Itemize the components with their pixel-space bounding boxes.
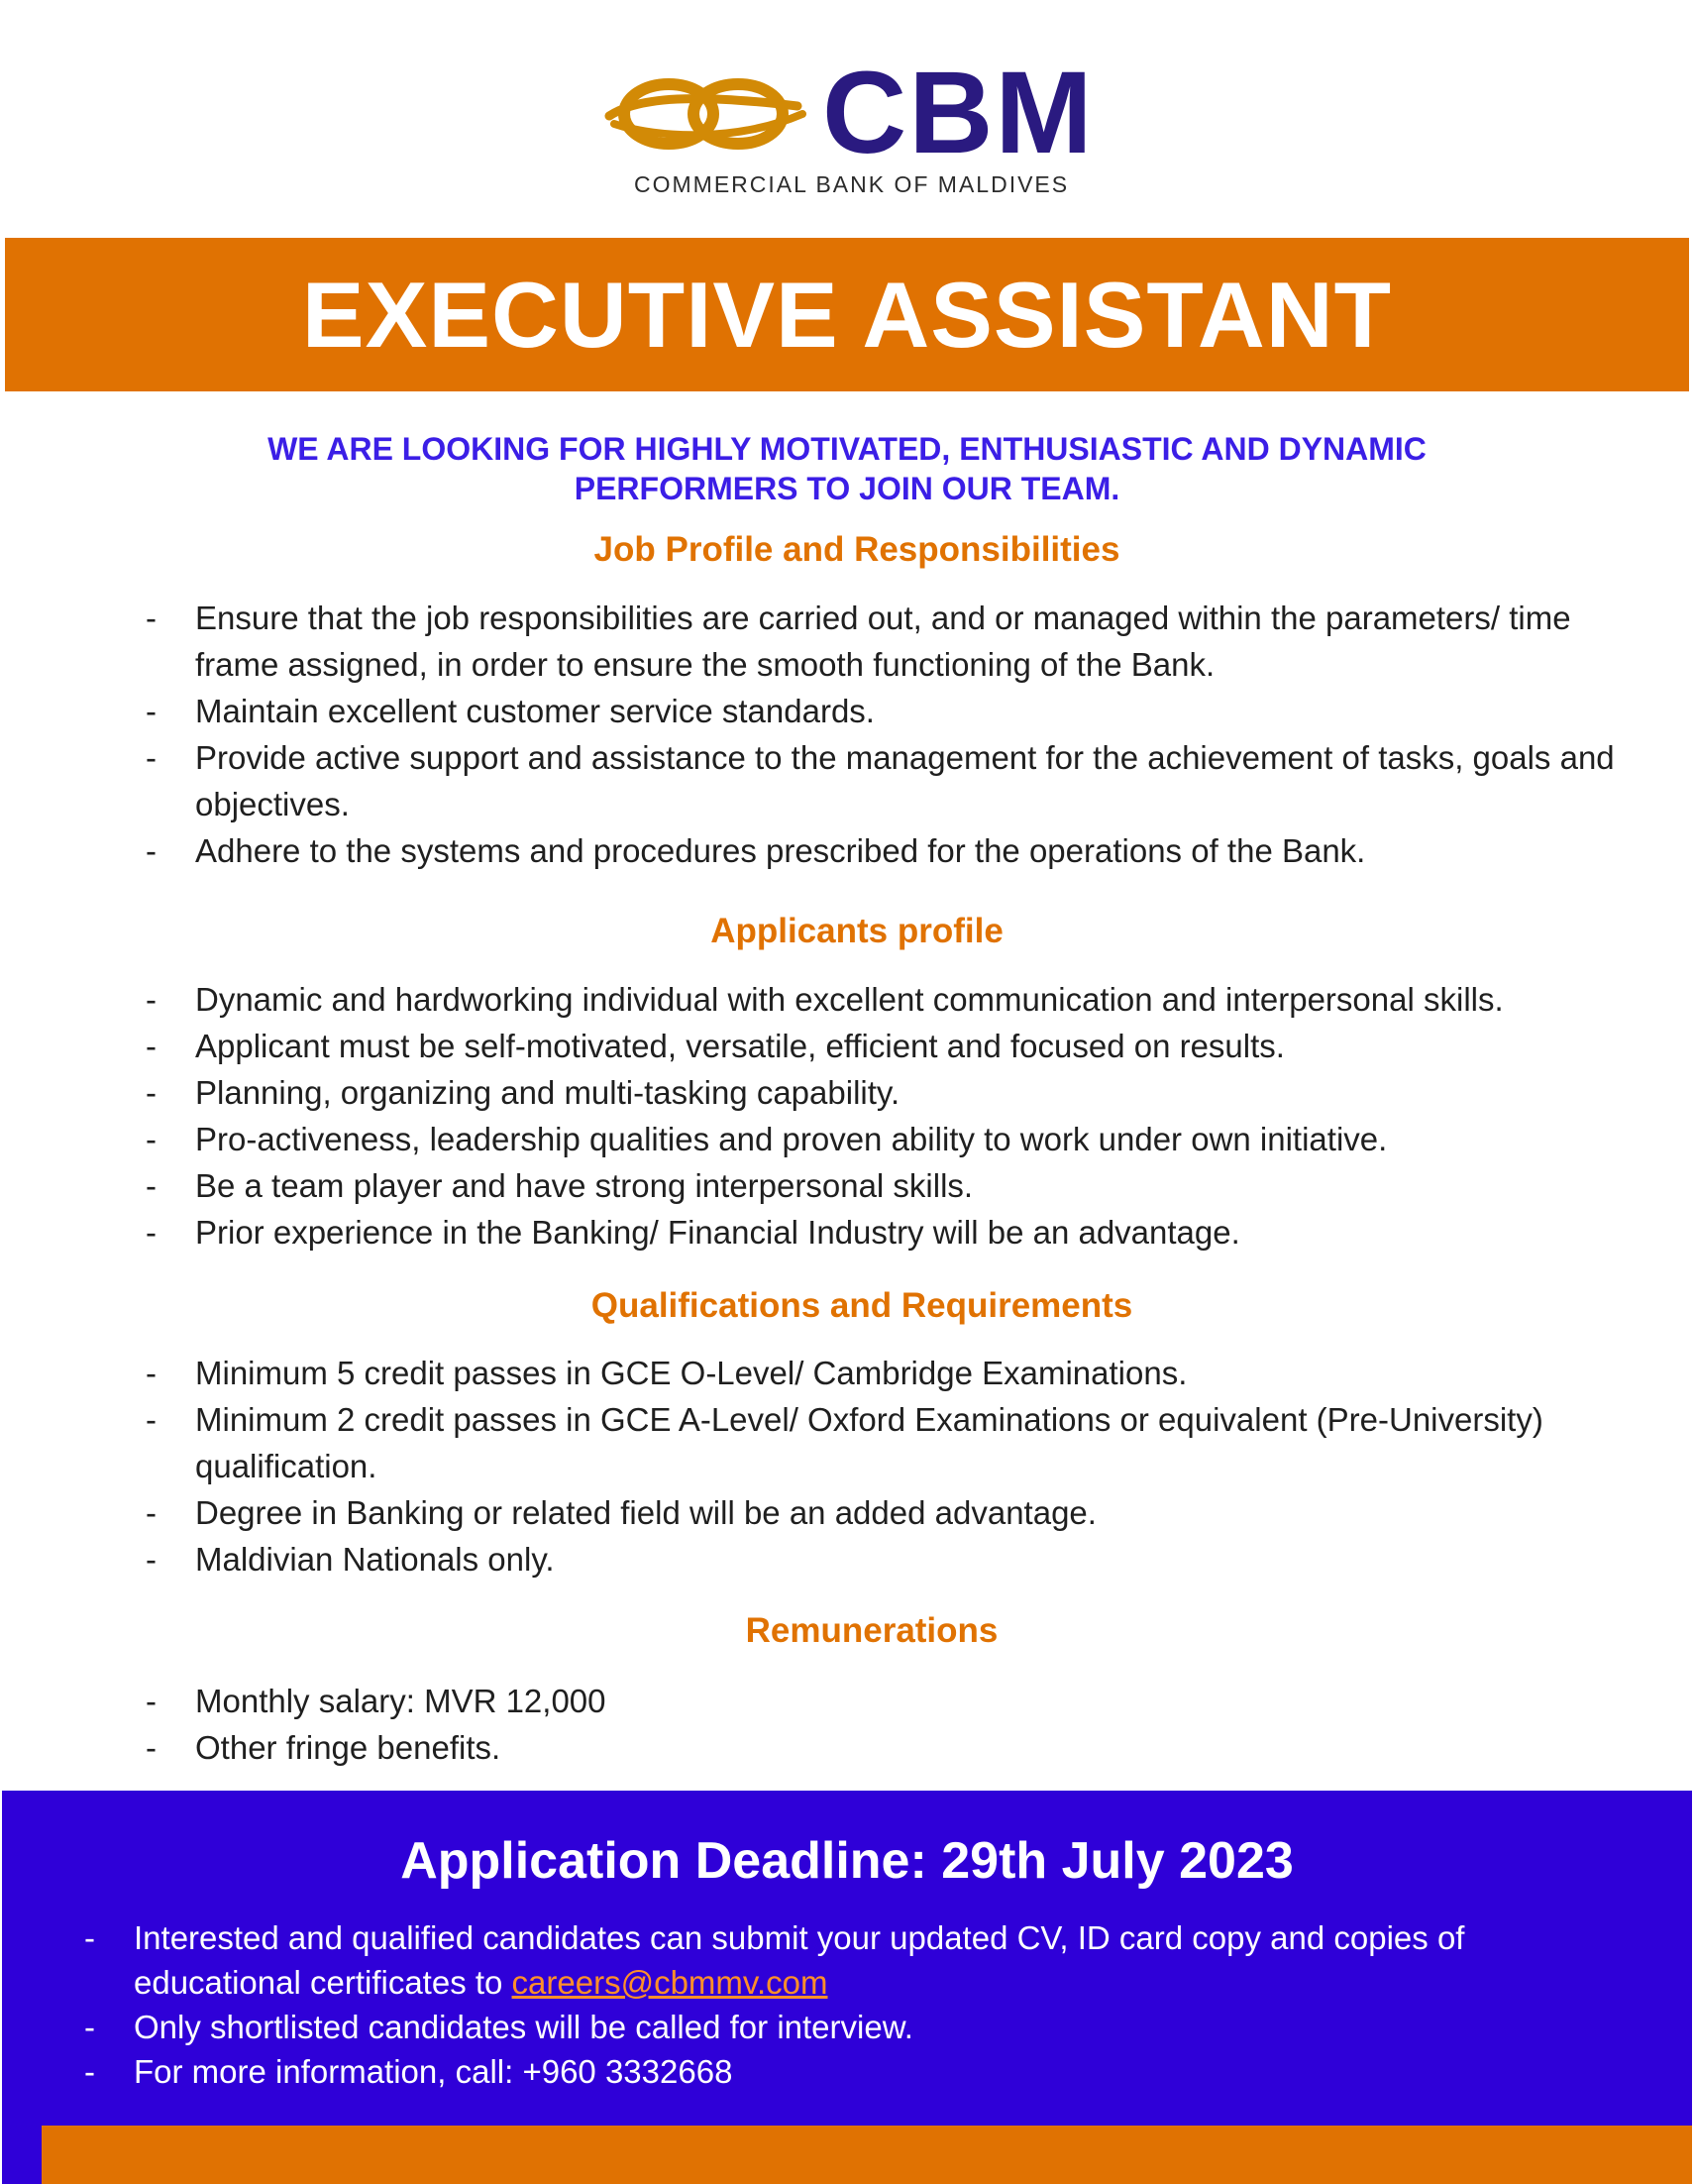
list-item [84,1915,1630,2005]
list-item: - Pro-activeness, leadership qualities and proven ability to work under own initiative. [146,1116,1632,1162]
list-item: - Maintain excellent customer service standards. [146,688,1632,734]
list-item: - For more information, call: +960 3332668 [84,2049,1630,2094]
list-item: - Adhere to the systems and procedures prescribed for the operations of the Bank. [146,827,1632,874]
logo-subtitle: COMMERCIAL BANK OF MALDIVES [634,171,1070,197]
applicants-list [146,976,1632,1256]
remunerations-list [146,1678,1632,1771]
submission-text: Interested and qualified candidates can submit your updated CV, ID card copy and copies of educational certificates to [134,1919,1465,2001]
application-footer [2,1791,1692,2184]
list-item: - Degree in Banking or related field will be an added advantage. [146,1489,1632,1536]
list-item: - Minimum 5 credit passes in GCE O-Level/ Cambridge Examinations. [146,1350,1632,1396]
tagline-line-1: WE ARE LOOKING FOR HIGHLY MOTIVATED, ENTHUSIASTIC AND DYNAMIC [267,431,1427,467]
section-heading-remunerations: Remunerations [745,1611,999,1650]
list-item: - Provide active support and assistance to the management for the achievement of tasks, goals and objectives. [146,734,1632,827]
logo-wordmark: CBM [822,48,1095,178]
job-title: EXECUTIVE ASSISTANT [301,262,1393,367]
list-item: - Be a team player and have strong interpersonal skills. [146,1162,1632,1209]
job-profile-list [146,595,1632,874]
list-item: - Only shortlisted candidates will be called for interview. [84,2005,1630,2049]
section-heading-qualifications: Qualifications and Requirements [590,1286,1133,1325]
list-item: - Applicant must be self-motivated, versatile, efficient and focused on results. [146,1023,1632,1069]
title-banner [5,238,1689,391]
chain-link-icon [599,55,807,164]
list-item: - Planning, organizing and multi-tasking capability. [146,1069,1632,1116]
tagline [129,429,1565,508]
list-item: - Dynamic and hardworking individual with excellent communication and interpersonal skills. [146,976,1632,1023]
application-deadline: Application Deadline: 29th July 2023 [400,1832,1294,1890]
bottom-accent-strip [42,2126,1692,2184]
list-item: - Other fringe benefits. [146,1724,1632,1771]
careers-email-link[interactable]: careers@cbmmv.com [511,1964,828,2001]
list-item: - Minimum 2 credit passes in GCE A-Level/ Oxford Examinations or equivalent (Pre-University) qualification. [146,1396,1632,1489]
section-heading-applicants: Applicants profile [710,912,1004,950]
cbm-logo [599,48,1095,203]
application-instructions [84,1915,1630,2094]
list-item: - Maldivian Nationals only. [146,1536,1632,1583]
list-item: - Prior experience in the Banking/ Financial Industry will be an advantage. [146,1209,1632,1256]
section-heading-job-profile: Job Profile and Responsibilities [593,530,1120,569]
list-item: - Monthly salary: MVR 12,000 [146,1678,1632,1724]
list-item: - Ensure that the job responsibilities are carried out, and or managed within the parameters/ time frame assigned, in order to ensure the smooth functioning of the Bank. [146,595,1632,688]
qualifications-list [146,1350,1632,1583]
tagline-line-2: PERFORMERS TO JOIN OUR TEAM. [574,471,1120,506]
